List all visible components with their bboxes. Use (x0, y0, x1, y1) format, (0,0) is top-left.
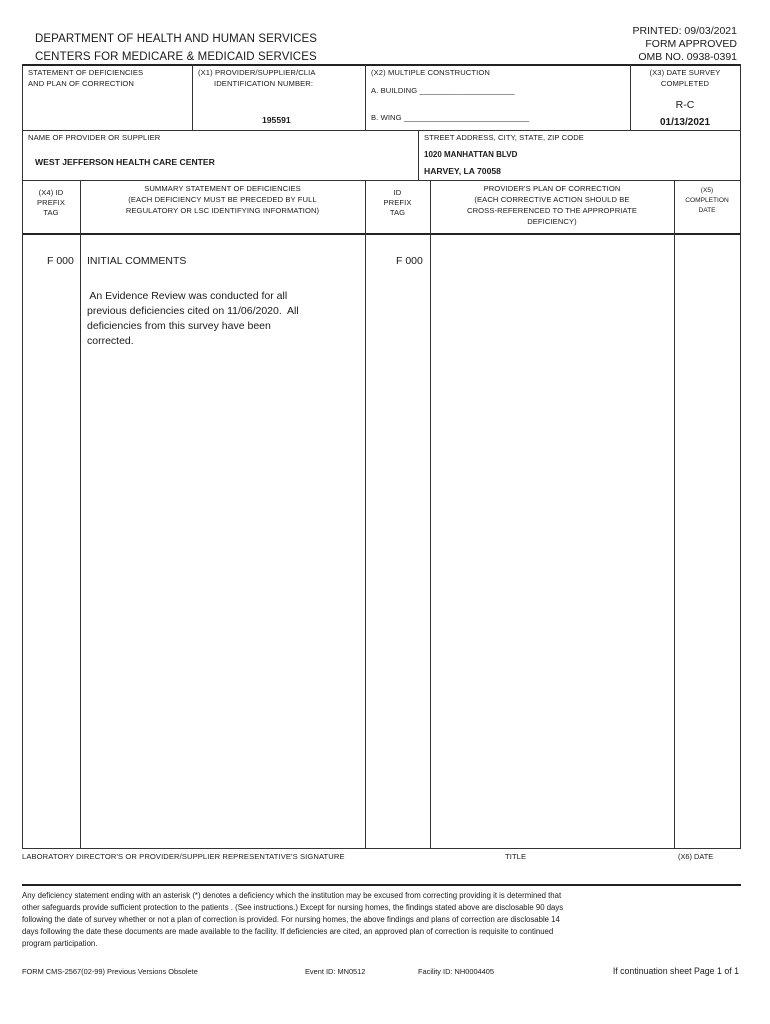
x2-label: (X2) MULTIPLE CONSTRUCTION (371, 68, 490, 77)
x4-header-2: PREFIX (36, 198, 66, 207)
entry-heading: INITIAL COMMENTS (87, 255, 187, 267)
divider-address (418, 130, 419, 180)
id-header-2: PREFIX (383, 198, 412, 207)
facility-id: Facility ID: NH0004405 (418, 967, 494, 976)
summary-header-1: SUMMARY STATEMENT OF DEFICIENCIES (144, 184, 301, 193)
divider-col-x4 (80, 180, 81, 848)
disclaimer-line-4: days following the date these documents are made available to the facility. If deficiencies are cited, an approved plan of correction is requisite to continued (22, 927, 554, 936)
entry-text-line-2: previous deficiencies cited on 11/06/2020. All (87, 305, 299, 317)
prefix-tag-right: F 000 (396, 255, 423, 267)
address-line-2: HARVEY, LA 70058 (424, 166, 501, 176)
survey-completed-date: 01/13/2021 (659, 117, 711, 128)
entry-text-line-4: corrected. (87, 335, 134, 347)
table-bottom-border (22, 848, 741, 849)
disclaimer-line-3: following the date of survey whether or not a plan of correction is provided. For nursing homes, the above findings and plans of correction are disclosable 14 (22, 915, 560, 924)
entry-text-line-3: deficiencies from this survey have been (87, 320, 271, 332)
row-divider-1 (22, 130, 741, 131)
x5-header-3: DATE (698, 207, 716, 214)
table-right-border (740, 64, 741, 848)
title-label: TITLE (505, 852, 527, 861)
divider-x1 (192, 64, 193, 130)
divider-col-summary (365, 180, 366, 848)
plan-header-4: DEFICIENCY) (527, 217, 577, 226)
wing-field: B. WING _____________________________ (371, 113, 530, 122)
id-header-3: TAG (389, 208, 406, 217)
agency-line-2: CENTERS FOR MEDICARE & MEDICAID SERVICES (35, 51, 317, 63)
x3-label-2: COMPLETED (660, 79, 710, 88)
x5-header-1: (X5) (700, 187, 714, 194)
provider-id-number: 195591 (262, 115, 291, 125)
building-field: A. BUILDING ______________________ (371, 86, 515, 95)
statement-label-1: STATEMENT OF DEFICIENCIES (28, 68, 144, 77)
statement-label-2: AND PLAN OF CORRECTION (28, 79, 134, 88)
row-divider-2 (22, 180, 741, 181)
table-left-border (22, 64, 23, 848)
survey-code: R-C (675, 99, 695, 111)
provider-name-label: NAME OF PROVIDER OR SUPPLIER (28, 133, 161, 142)
agency-line-1: DEPARTMENT OF HEALTH AND HUMAN SERVICES (35, 33, 318, 45)
divider-col-id (430, 180, 431, 848)
divider-x2 (365, 64, 366, 130)
table-top-border (22, 64, 741, 66)
x4-header-1: (X4) ID (38, 188, 64, 197)
disclaimer-line-1: Any deficiency statement ending with an asterisk (*) denotes a deficiency which the institution may be excused from correcting providing it is determined that (22, 891, 562, 900)
address-label: STREET ADDRESS, CITY, STATE, ZIP CODE (424, 133, 584, 142)
event-id: Event ID: MN0512 (305, 967, 366, 976)
signature-date-label: (X6) DATE (678, 852, 714, 861)
x3-label-1: (X3) DATE SURVEY (649, 68, 721, 77)
summary-header-3: REGULATORY OR LSC IDENTIFYING INFORMATION) (125, 206, 320, 215)
signature-bottom-border (22, 884, 741, 886)
divider-col-plan (674, 180, 675, 848)
plan-header-3: CROSS-REFERENCED TO THE APPROPRIATE (466, 206, 638, 215)
id-header-1: ID (393, 188, 402, 197)
disclaimer-line-2: other safeguards provide sufficient protection to the patients . (See instructions.) Except for nursing homes, the findings stated above are disclosable 90 days (22, 903, 564, 912)
form-number: FORM CMS-2567(02-99) Previous Versions Obsolete (22, 967, 198, 976)
x1-label-1: (X1) PROVIDER/SUPPLIER/CLIA (198, 68, 316, 77)
x5-header-2: COMPLETION (685, 197, 729, 204)
address-line-1: 1020 MANHATTAN BLVD (424, 150, 518, 159)
disclaimer-line-5: program participation. (22, 939, 98, 948)
plan-header-1: PROVIDER'S PLAN OF CORRECTION (483, 184, 621, 193)
continuation-page: If continuation sheet Page 1 of 1 (612, 966, 739, 976)
signature-label: LABORATORY DIRECTOR'S OR PROVIDER/SUPPLIER REPRESENTATIVE'S SIGNATURE (22, 852, 345, 861)
provider-name-value: WEST JEFFERSON HEALTH CARE CENTER (35, 157, 215, 167)
summary-header-2: (EACH DEFICIENCY MUST BE PRECEDED BY FULL (128, 195, 317, 204)
omb-number: OMB NO. 0938-0391 (638, 51, 737, 63)
x1-label-2: IDENTIFICATION NUMBER: (214, 79, 314, 88)
column-header-bottom (22, 233, 741, 235)
plan-header-2: (EACH CORRECTIVE ACTION SHOULD BE (474, 195, 630, 204)
prefix-tag-left: F 000 (47, 255, 74, 267)
printed-date: PRINTED: 09/03/2021 (632, 25, 737, 37)
form-approved: FORM APPROVED (645, 38, 737, 50)
entry-text-line-1: An Evidence Review was conducted for all (87, 290, 288, 302)
x4-header-3: TAG (43, 208, 59, 217)
